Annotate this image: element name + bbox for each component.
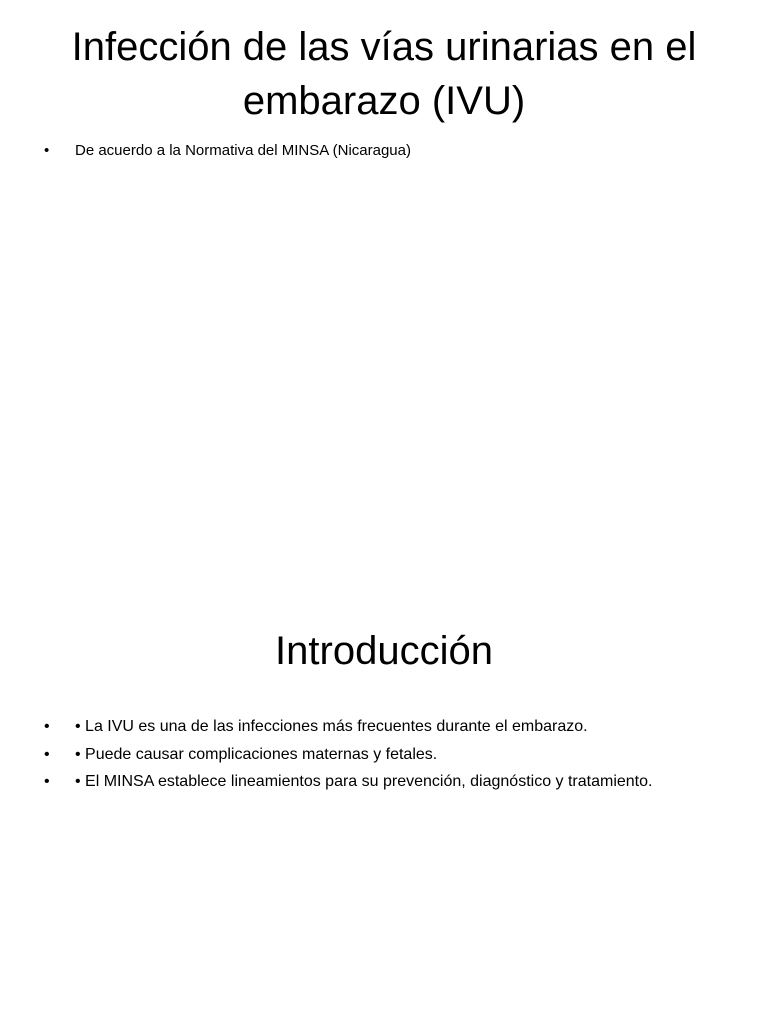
slide-title: Introducción: [275, 629, 493, 673]
bullet-text: • La IVU es una de las infecciones más frecuentes durante el embarazo.: [75, 718, 588, 735]
bullet-item: [44, 713, 748, 741]
bullet-text: De acuerdo a la Normativa del MINSA (Nicaragua): [75, 142, 411, 159]
bullet-icon: •: [44, 745, 50, 763]
bullet-list: [44, 139, 748, 163]
slide-title: Infección de las vías urinarias en el embarazo (IVU): [71, 25, 697, 123]
bullet-item: [44, 741, 748, 769]
bullet-icon: •: [44, 718, 50, 735]
slide-2: [0, 512, 768, 1024]
bullet-list: [44, 713, 748, 796]
bullet-text: • El MINSA establece lineamientos para su prevención, diagnóstico y tratamiento.: [75, 773, 653, 790]
bullet-item: [44, 768, 748, 796]
bullet-text: • Puede causar complicaciones maternas y fetales.: [75, 745, 438, 763]
bullet-icon: •: [44, 142, 50, 159]
bullet-icon: •: [44, 773, 50, 790]
bullet-item: [44, 139, 748, 163]
